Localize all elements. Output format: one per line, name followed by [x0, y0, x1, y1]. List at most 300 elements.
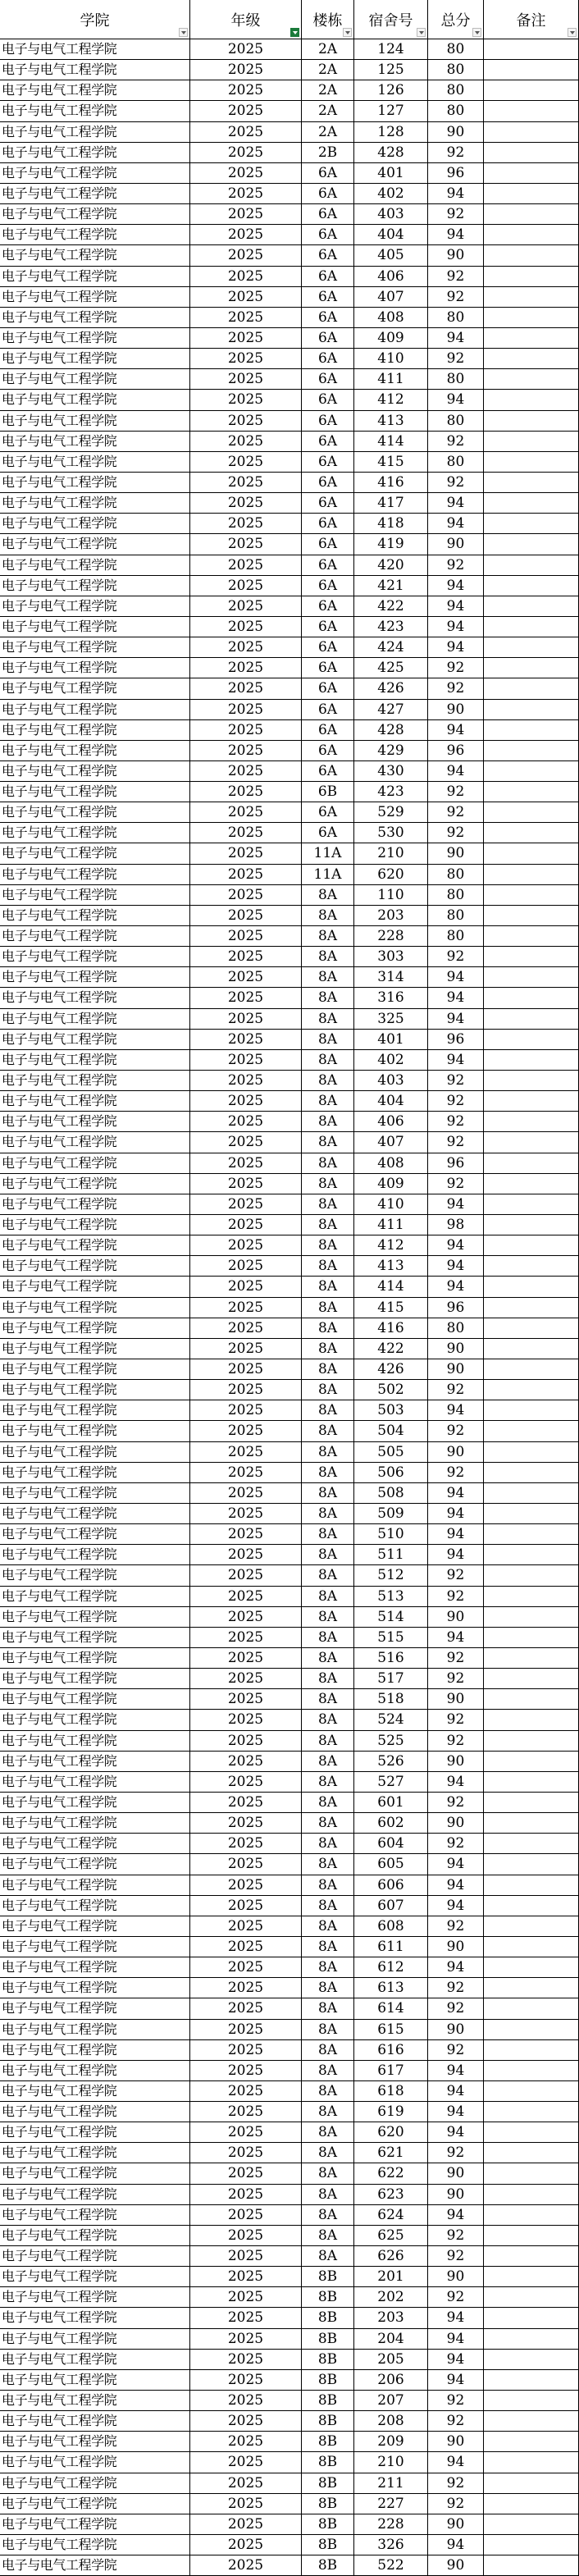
- room-cell[interactable]: 518: [354, 1689, 428, 1709]
- score-cell[interactable]: 80: [428, 452, 484, 472]
- room-cell[interactable]: 402: [354, 184, 428, 203]
- score-cell[interactable]: 92: [428, 658, 484, 678]
- year-cell[interactable]: 2025: [190, 741, 302, 760]
- building-cell[interactable]: 8A: [302, 1235, 354, 1255]
- building-cell[interactable]: 6A: [302, 596, 354, 616]
- building-cell[interactable]: 8A: [302, 1587, 354, 1606]
- year-cell[interactable]: 2025: [190, 2473, 302, 2493]
- year-cell[interactable]: 2025: [190, 1607, 302, 1627]
- notes-cell[interactable]: [484, 1689, 579, 1709]
- room-cell[interactable]: 605: [354, 1854, 428, 1874]
- room-cell[interactable]: 416: [354, 1318, 428, 1338]
- year-cell[interactable]: 2025: [190, 411, 302, 431]
- year-cell[interactable]: 2025: [190, 761, 302, 781]
- college-cell[interactable]: 电子与电气工程学院: [0, 617, 190, 637]
- college-cell[interactable]: 电子与电气工程学院: [0, 1854, 190, 1874]
- year-cell[interactable]: 2025: [190, 1483, 302, 1503]
- room-cell[interactable]: 601: [354, 1793, 428, 1812]
- score-cell[interactable]: 80: [428, 101, 484, 121]
- building-cell[interactable]: 6A: [302, 678, 354, 698]
- room-cell[interactable]: 401: [354, 1030, 428, 1049]
- room-cell[interactable]: 510: [354, 1524, 428, 1544]
- notes-cell[interactable]: [484, 1421, 579, 1441]
- year-cell[interactable]: 2025: [190, 452, 302, 472]
- year-cell[interactable]: 2025: [190, 267, 302, 286]
- score-cell[interactable]: 92: [428, 1463, 484, 1482]
- college-cell[interactable]: 电子与电气工程学院: [0, 1587, 190, 1606]
- building-cell[interactable]: 6A: [302, 225, 354, 244]
- college-cell[interactable]: 电子与电气工程学院: [0, 1689, 190, 1709]
- building-cell[interactable]: 6A: [302, 802, 354, 822]
- notes-cell[interactable]: [484, 1648, 579, 1668]
- building-cell[interactable]: 8A: [302, 1916, 354, 1936]
- score-cell[interactable]: 92: [428, 1565, 484, 1585]
- notes-cell[interactable]: [484, 411, 579, 431]
- year-cell[interactable]: 2025: [190, 2329, 302, 2349]
- year-cell[interactable]: 2025: [190, 2185, 302, 2204]
- room-cell[interactable]: 124: [354, 39, 428, 59]
- room-cell[interactable]: 418: [354, 514, 428, 533]
- college-cell[interactable]: 电子与电气工程学院: [0, 1793, 190, 1812]
- building-cell[interactable]: 2A: [302, 101, 354, 121]
- year-cell[interactable]: 2025: [190, 514, 302, 533]
- score-cell[interactable]: 80: [428, 39, 484, 59]
- building-cell[interactable]: 8A: [302, 1731, 354, 1751]
- college-cell[interactable]: 电子与电气工程学院: [0, 1875, 190, 1895]
- college-cell[interactable]: 电子与电气工程学院: [0, 1153, 190, 1173]
- room-cell[interactable]: 613: [354, 1978, 428, 1998]
- year-cell[interactable]: 2025: [190, 658, 302, 678]
- year-cell[interactable]: 2025: [190, 1565, 302, 1585]
- college-cell[interactable]: 电子与电气工程学院: [0, 926, 190, 946]
- college-cell[interactable]: 电子与电气工程学院: [0, 2040, 190, 2060]
- building-cell[interactable]: 8A: [302, 1628, 354, 1647]
- college-cell[interactable]: 电子与电气工程学院: [0, 2432, 190, 2451]
- room-cell[interactable]: 530: [354, 823, 428, 843]
- college-cell[interactable]: 电子与电气工程学院: [0, 2514, 190, 2534]
- year-cell[interactable]: 2025: [190, 2432, 302, 2451]
- score-cell[interactable]: 90: [428, 1937, 484, 1957]
- score-cell[interactable]: 94: [428, 1524, 484, 1544]
- year-cell[interactable]: 2025: [190, 1524, 302, 1544]
- college-cell[interactable]: 电子与电气工程学院: [0, 988, 190, 1007]
- building-cell[interactable]: 8A: [302, 1400, 354, 1420]
- year-cell[interactable]: 2025: [190, 2391, 302, 2410]
- room-cell[interactable]: 612: [354, 1957, 428, 1977]
- notes-cell[interactable]: [484, 1937, 579, 1957]
- notes-cell[interactable]: [484, 60, 579, 80]
- notes-cell[interactable]: [484, 823, 579, 843]
- filter-dropdown-icon[interactable]: [568, 28, 577, 37]
- notes-cell[interactable]: [484, 926, 579, 946]
- year-cell[interactable]: 2025: [190, 865, 302, 884]
- year-cell[interactable]: 2025: [190, 308, 302, 327]
- college-cell[interactable]: 电子与电气工程学院: [0, 885, 190, 905]
- college-cell[interactable]: 电子与电气工程学院: [0, 1545, 190, 1564]
- building-cell[interactable]: 8A: [302, 1669, 354, 1688]
- score-cell[interactable]: 92: [428, 143, 484, 162]
- building-cell[interactable]: 6A: [302, 184, 354, 203]
- college-cell[interactable]: 电子与电气工程学院: [0, 947, 190, 966]
- building-cell[interactable]: 6B: [302, 782, 354, 802]
- year-cell[interactable]: 2025: [190, 1256, 302, 1276]
- college-cell[interactable]: 电子与电气工程学院: [0, 452, 190, 472]
- score-cell[interactable]: 92: [428, 1587, 484, 1606]
- college-cell[interactable]: 电子与电气工程学院: [0, 2081, 190, 2101]
- filter-dropdown-icon[interactable]: [179, 28, 188, 37]
- notes-cell[interactable]: [484, 1318, 579, 1338]
- year-cell[interactable]: 2025: [190, 1339, 302, 1359]
- score-cell[interactable]: 80: [428, 865, 484, 884]
- room-cell[interactable]: 527: [354, 1772, 428, 1792]
- college-cell[interactable]: 电子与电气工程学院: [0, 143, 190, 162]
- college-cell[interactable]: 电子与电气工程学院: [0, 1731, 190, 1751]
- building-cell[interactable]: 8A: [302, 1752, 354, 1771]
- room-cell[interactable]: 423: [354, 617, 428, 637]
- college-cell[interactable]: 电子与电气工程学院: [0, 1813, 190, 1833]
- building-cell[interactable]: 8B: [302, 2350, 354, 2369]
- score-cell[interactable]: 90: [428, 1752, 484, 1771]
- room-cell[interactable]: 404: [354, 225, 428, 244]
- building-cell[interactable]: 8A: [302, 1030, 354, 1049]
- notes-cell[interactable]: [484, 1545, 579, 1564]
- year-cell[interactable]: 2025: [190, 1669, 302, 1688]
- room-cell[interactable]: 409: [354, 328, 428, 348]
- room-cell[interactable]: 616: [354, 2040, 428, 2060]
- notes-cell[interactable]: [484, 143, 579, 162]
- score-cell[interactable]: 94: [428, 967, 484, 987]
- score-cell[interactable]: 94: [428, 2329, 484, 2349]
- year-cell[interactable]: 2025: [190, 1009, 302, 1029]
- year-cell[interactable]: 2025: [190, 2514, 302, 2534]
- notes-cell[interactable]: [484, 741, 579, 760]
- notes-cell[interactable]: [484, 1793, 579, 1812]
- notes-cell[interactable]: [484, 988, 579, 1007]
- college-cell[interactable]: 电子与电气工程学院: [0, 2473, 190, 2493]
- notes-cell[interactable]: [484, 452, 579, 472]
- score-cell[interactable]: 92: [428, 1916, 484, 1936]
- room-cell[interactable]: 412: [354, 390, 428, 409]
- notes-cell[interactable]: [484, 1957, 579, 1977]
- score-cell[interactable]: 90: [428, 1442, 484, 1462]
- room-cell[interactable]: 207: [354, 2391, 428, 2410]
- college-cell[interactable]: 电子与电气工程学院: [0, 1400, 190, 1420]
- room-cell[interactable]: 417: [354, 493, 428, 513]
- college-cell[interactable]: 电子与电气工程学院: [0, 1978, 190, 1998]
- notes-cell[interactable]: [484, 1091, 579, 1111]
- notes-cell[interactable]: [484, 514, 579, 533]
- room-cell[interactable]: 211: [354, 2473, 428, 2493]
- college-cell[interactable]: 电子与电气工程学院: [0, 1277, 190, 1296]
- notes-cell[interactable]: [484, 2370, 579, 2390]
- year-cell[interactable]: 2025: [190, 2308, 302, 2327]
- notes-cell[interactable]: [484, 802, 579, 822]
- score-cell[interactable]: 94: [428, 1545, 484, 1564]
- room-cell[interactable]: 504: [354, 1421, 428, 1441]
- year-cell[interactable]: 2025: [190, 1132, 302, 1152]
- notes-cell[interactable]: [484, 1772, 579, 1792]
- score-cell[interactable]: 94: [428, 596, 484, 616]
- notes-cell[interactable]: [484, 2163, 579, 2183]
- room-cell[interactable]: 422: [354, 596, 428, 616]
- building-cell[interactable]: 2A: [302, 60, 354, 80]
- notes-cell[interactable]: [484, 1752, 579, 1771]
- score-cell[interactable]: 94: [428, 1009, 484, 1029]
- year-cell[interactable]: 2025: [190, 1504, 302, 1523]
- year-cell[interactable]: 2025: [190, 576, 302, 596]
- notes-cell[interactable]: [484, 1256, 579, 1276]
- building-cell[interactable]: 6A: [302, 411, 354, 431]
- score-cell[interactable]: 80: [428, 1318, 484, 1338]
- building-cell[interactable]: 8A: [302, 1772, 354, 1792]
- room-cell[interactable]: 407: [354, 1132, 428, 1152]
- building-cell[interactable]: 8A: [302, 1545, 354, 1564]
- score-cell[interactable]: 94: [428, 2102, 484, 2122]
- score-cell[interactable]: 94: [428, 1050, 484, 1070]
- year-cell[interactable]: 2025: [190, 1380, 302, 1400]
- building-cell[interactable]: 8B: [302, 2287, 354, 2307]
- notes-cell[interactable]: [484, 1050, 579, 1070]
- room-cell[interactable]: 525: [354, 1731, 428, 1751]
- building-cell[interactable]: 6A: [302, 576, 354, 596]
- building-cell[interactable]: 8A: [302, 2205, 354, 2225]
- notes-cell[interactable]: [484, 2267, 579, 2286]
- notes-cell[interactable]: [484, 473, 579, 492]
- score-cell[interactable]: 90: [428, 1607, 484, 1627]
- year-cell[interactable]: 2025: [190, 80, 302, 100]
- college-cell[interactable]: 电子与电气工程学院: [0, 678, 190, 698]
- building-cell[interactable]: 6A: [302, 493, 354, 513]
- score-cell[interactable]: 90: [428, 1813, 484, 1833]
- notes-cell[interactable]: [484, 1174, 579, 1194]
- college-cell[interactable]: 电子与电气工程学院: [0, 1937, 190, 1957]
- room-cell[interactable]: 403: [354, 1071, 428, 1090]
- building-cell[interactable]: 8A: [302, 2081, 354, 2101]
- notes-cell[interactable]: [484, 678, 579, 698]
- score-cell[interactable]: 90: [428, 2514, 484, 2534]
- building-cell[interactable]: 8A: [302, 1524, 354, 1544]
- notes-cell[interactable]: [484, 555, 579, 575]
- building-cell[interactable]: 8A: [302, 1483, 354, 1503]
- building-cell[interactable]: 8A: [302, 885, 354, 905]
- score-cell[interactable]: 94: [428, 1896, 484, 1916]
- notes-cell[interactable]: [484, 1112, 579, 1131]
- college-cell[interactable]: 电子与电气工程学院: [0, 1752, 190, 1771]
- notes-cell[interactable]: [484, 2535, 579, 2555]
- score-cell[interactable]: 92: [428, 1648, 484, 1668]
- year-cell[interactable]: 2025: [190, 843, 302, 863]
- score-cell[interactable]: 90: [428, 534, 484, 554]
- year-cell[interactable]: 2025: [190, 1359, 302, 1379]
- notes-cell[interactable]: [484, 1132, 579, 1152]
- building-cell[interactable]: 8A: [302, 906, 354, 925]
- notes-cell[interactable]: [484, 2432, 579, 2451]
- room-cell[interactable]: 614: [354, 1998, 428, 2018]
- room-cell[interactable]: 402: [354, 1050, 428, 1070]
- score-cell[interactable]: 92: [428, 473, 484, 492]
- score-cell[interactable]: 92: [428, 1793, 484, 1812]
- year-cell[interactable]: 2025: [190, 60, 302, 80]
- building-cell[interactable]: 8A: [302, 1937, 354, 1957]
- college-cell[interactable]: 电子与电气工程学院: [0, 761, 190, 781]
- year-cell[interactable]: 2025: [190, 1916, 302, 1936]
- year-cell[interactable]: 2025: [190, 1277, 302, 1296]
- building-cell[interactable]: 8A: [302, 2185, 354, 2204]
- score-cell[interactable]: 80: [428, 308, 484, 327]
- year-cell[interactable]: 2025: [190, 1153, 302, 1173]
- notes-cell[interactable]: [484, 1834, 579, 1853]
- room-cell[interactable]: 611: [354, 1937, 428, 1957]
- filter-dropdown-icon[interactable]: [417, 28, 426, 37]
- college-cell[interactable]: 电子与电气工程学院: [0, 2452, 190, 2472]
- notes-cell[interactable]: [484, 2246, 579, 2266]
- building-cell[interactable]: 8B: [302, 2391, 354, 2410]
- year-cell[interactable]: 2025: [190, 1834, 302, 1853]
- room-cell[interactable]: 509: [354, 1504, 428, 1523]
- room-cell[interactable]: 419: [354, 534, 428, 554]
- notes-cell[interactable]: [484, 432, 579, 451]
- header-notes[interactable]: [484, 0, 579, 39]
- building-cell[interactable]: 8A: [302, 1318, 354, 1338]
- building-cell[interactable]: 6A: [302, 432, 354, 451]
- notes-cell[interactable]: [484, 576, 579, 596]
- score-cell[interactable]: 92: [428, 1710, 484, 1729]
- year-cell[interactable]: 2025: [190, 101, 302, 121]
- year-cell[interactable]: 2025: [190, 617, 302, 637]
- college-cell[interactable]: 电子与电气工程学院: [0, 39, 190, 59]
- score-cell[interactable]: 92: [428, 204, 484, 224]
- score-cell[interactable]: 80: [428, 885, 484, 905]
- year-cell[interactable]: 2025: [190, 1318, 302, 1338]
- year-cell[interactable]: 2025: [190, 1400, 302, 1420]
- score-cell[interactable]: 92: [428, 1091, 484, 1111]
- year-cell[interactable]: 2025: [190, 2452, 302, 2472]
- room-cell[interactable]: 522: [354, 2555, 428, 2575]
- college-cell[interactable]: 电子与电气工程学院: [0, 1215, 190, 1235]
- college-cell[interactable]: 电子与电气工程学院: [0, 2411, 190, 2431]
- year-cell[interactable]: 2025: [190, 2287, 302, 2307]
- score-cell[interactable]: 90: [428, 2163, 484, 2183]
- building-cell[interactable]: 8A: [302, 926, 354, 946]
- notes-cell[interactable]: [484, 1896, 579, 1916]
- college-cell[interactable]: 电子与电气工程学院: [0, 1957, 190, 1977]
- year-cell[interactable]: 2025: [190, 184, 302, 203]
- notes-cell[interactable]: [484, 1813, 579, 1833]
- building-cell[interactable]: 8A: [302, 2102, 354, 2122]
- score-cell[interactable]: 92: [428, 1998, 484, 2018]
- notes-cell[interactable]: [484, 947, 579, 966]
- building-cell[interactable]: 2A: [302, 39, 354, 59]
- college-cell[interactable]: 电子与电气工程学院: [0, 514, 190, 533]
- room-cell[interactable]: 410: [354, 349, 428, 368]
- room-cell[interactable]: 524: [354, 1710, 428, 1729]
- score-cell[interactable]: 94: [428, 2081, 484, 2101]
- notes-cell[interactable]: [484, 2494, 579, 2514]
- room-cell[interactable]: 203: [354, 2308, 428, 2327]
- notes-cell[interactable]: [484, 906, 579, 925]
- room-cell[interactable]: 624: [354, 2205, 428, 2225]
- year-cell[interactable]: 2025: [190, 2350, 302, 2369]
- score-cell[interactable]: 92: [428, 2473, 484, 2493]
- notes-cell[interactable]: [484, 2287, 579, 2307]
- year-cell[interactable]: 2025: [190, 2102, 302, 2122]
- notes-cell[interactable]: [484, 1215, 579, 1235]
- notes-cell[interactable]: [484, 2308, 579, 2327]
- notes-cell[interactable]: [484, 163, 579, 183]
- score-cell[interactable]: 94: [428, 576, 484, 596]
- notes-cell[interactable]: [484, 1916, 579, 1936]
- score-cell[interactable]: 92: [428, 2494, 484, 2514]
- college-cell[interactable]: 电子与电气工程学院: [0, 60, 190, 80]
- score-cell[interactable]: 94: [428, 328, 484, 348]
- building-cell[interactable]: 8A: [302, 1380, 354, 1400]
- score-cell[interactable]: 92: [428, 1978, 484, 1998]
- college-cell[interactable]: 电子与电气工程学院: [0, 1524, 190, 1544]
- score-cell[interactable]: 90: [428, 2020, 484, 2039]
- college-cell[interactable]: 电子与电气工程学院: [0, 1421, 190, 1441]
- score-cell[interactable]: 92: [428, 287, 484, 307]
- room-cell[interactable]: 414: [354, 1277, 428, 1296]
- building-cell[interactable]: 8A: [302, 2020, 354, 2039]
- score-cell[interactable]: 96: [428, 163, 484, 183]
- notes-cell[interactable]: [484, 1153, 579, 1173]
- score-cell[interactable]: 92: [428, 1071, 484, 1090]
- year-cell[interactable]: 2025: [190, 1174, 302, 1194]
- notes-cell[interactable]: [484, 720, 579, 740]
- college-cell[interactable]: 电子与电气工程学院: [0, 865, 190, 884]
- college-cell[interactable]: 电子与电气工程学院: [0, 1834, 190, 1853]
- score-cell[interactable]: 80: [428, 926, 484, 946]
- notes-cell[interactable]: [484, 1524, 579, 1544]
- notes-cell[interactable]: [484, 1875, 579, 1895]
- building-cell[interactable]: 6A: [302, 245, 354, 265]
- college-cell[interactable]: 电子与电气工程学院: [0, 1030, 190, 1049]
- room-cell[interactable]: 620: [354, 2122, 428, 2142]
- college-cell[interactable]: 电子与电气工程学院: [0, 782, 190, 802]
- score-cell[interactable]: 80: [428, 80, 484, 100]
- college-cell[interactable]: 电子与电气工程学院: [0, 432, 190, 451]
- room-cell[interactable]: 622: [354, 2163, 428, 2183]
- building-cell[interactable]: 6A: [302, 658, 354, 678]
- score-cell[interactable]: 94: [428, 1875, 484, 1895]
- building-cell[interactable]: 8A: [302, 1813, 354, 1833]
- building-cell[interactable]: 8A: [302, 1998, 354, 2018]
- room-cell[interactable]: 415: [354, 452, 428, 472]
- room-cell[interactable]: 619: [354, 2102, 428, 2122]
- score-cell[interactable]: 90: [428, 843, 484, 863]
- room-cell[interactable]: 326: [354, 2535, 428, 2555]
- college-cell[interactable]: 电子与电气工程学院: [0, 1235, 190, 1255]
- college-cell[interactable]: 电子与电气工程学院: [0, 1339, 190, 1359]
- room-cell[interactable]: 408: [354, 308, 428, 327]
- college-cell[interactable]: 电子与电气工程学院: [0, 1318, 190, 1338]
- college-cell[interactable]: 电子与电气工程学院: [0, 2205, 190, 2225]
- year-cell[interactable]: 2025: [190, 947, 302, 966]
- year-cell[interactable]: 2025: [190, 1194, 302, 1214]
- score-cell[interactable]: 94: [428, 184, 484, 203]
- room-cell[interactable]: 228: [354, 926, 428, 946]
- year-cell[interactable]: 2025: [190, 2535, 302, 2555]
- college-cell[interactable]: 电子与电气工程学院: [0, 2391, 190, 2410]
- score-cell[interactable]: 94: [428, 1957, 484, 1977]
- year-cell[interactable]: 2025: [190, 555, 302, 575]
- score-cell[interactable]: 92: [428, 432, 484, 451]
- building-cell[interactable]: 8A: [302, 1875, 354, 1895]
- notes-cell[interactable]: [484, 865, 579, 884]
- room-cell[interactable]: 127: [354, 101, 428, 121]
- room-cell[interactable]: 511: [354, 1545, 428, 1564]
- score-cell[interactable]: 94: [428, 493, 484, 513]
